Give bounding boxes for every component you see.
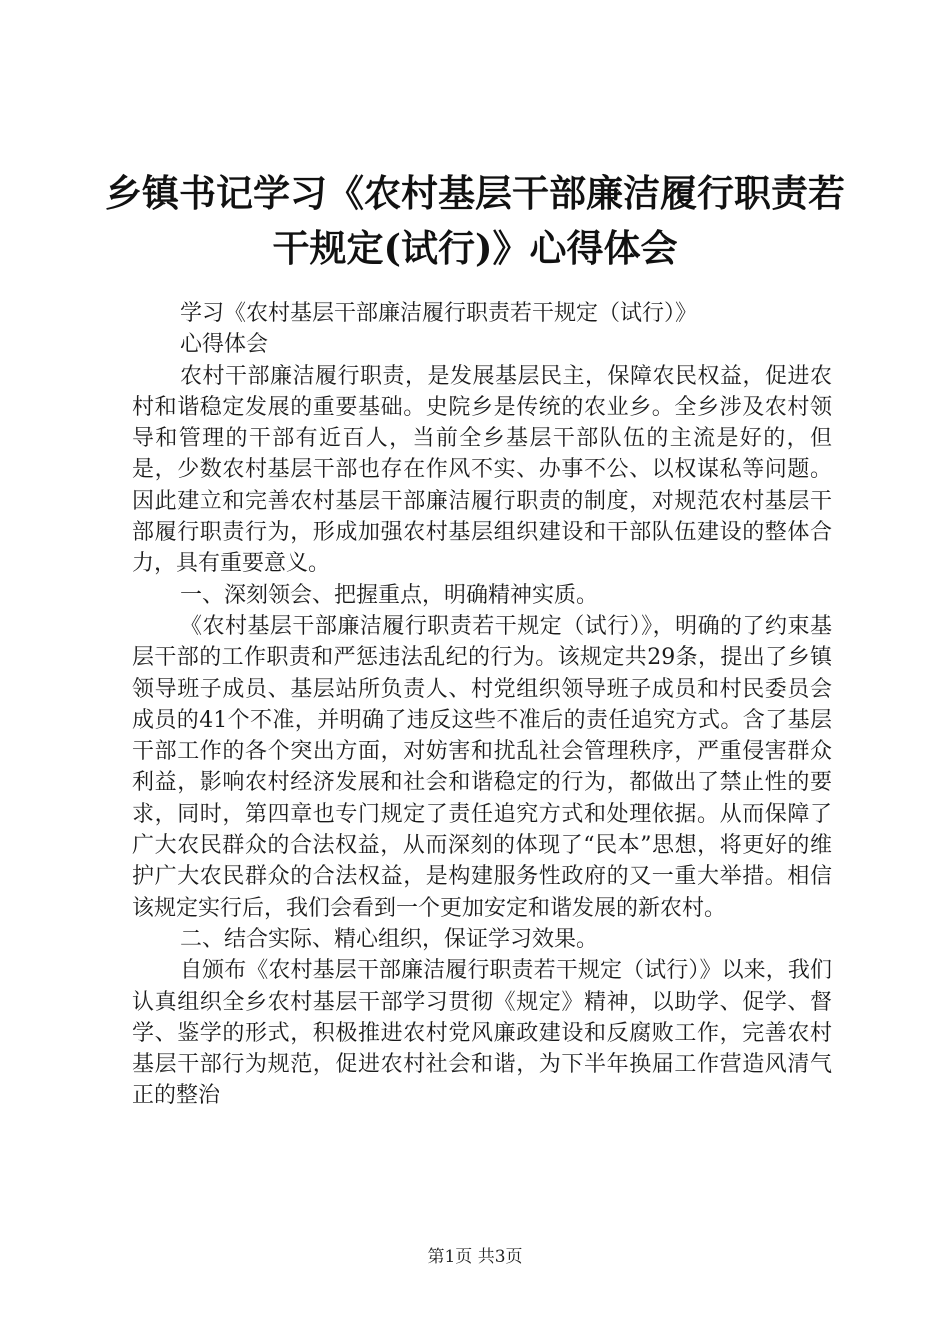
subtitle-line-2: 心得体会 (180, 332, 269, 358)
paragraph-section-2: 自颁布《农村基层干部廉洁履行职责若干规定（试行）》以来，我们认真组织全乡农村基层干部学习贯彻《规定》精神，以助学、促学、督学、鉴学的形式，积极推进农村党风廉政建设和反腐败工作，完善农村基层干部行为规范，促进农村社会和谐，为下半年换届工作营造风清气正的整治 (132, 958, 832, 1109)
document-body (132, 298, 832, 1112)
paragraph-intro: 农村干部廉洁履行职责，是发展基层民主，保障农民权益，促进农村和谐稳定发展的重要基础。史院乡是传统的农业乡。全乡涉及农村领导和管理的干部有近百人，当前全乡基层干部队伍的主流是好的，但是，少数农村基层干部也存在作风不实、办事不公、以权谋私等问题。因此建立和完善农村基层干部廉洁履行职责的制度，对规范农村基层干部履行职责行为，形成加强农村基层组织建设和干部队伍建设的整体合力，具有重要意义。 (132, 363, 832, 577)
document-title-line-2: 干规定(试行)》心得体会 (272, 226, 678, 270)
subtitle-line-1: 学习《农村基层干部廉洁履行职责若干规定（试行）》 (180, 301, 698, 326)
document-title-line-1: 乡镇书记学习《农村基层干部廉洁履行职责若 (105, 171, 845, 215)
section-heading-2: 二、结合实际、精心组织，保证学习效果。 (180, 926, 599, 952)
page-footer: 第1页 共3页 (427, 1247, 523, 1267)
paragraph-section-1: 《农村基层干部廉洁履行职责若干规定（试行）》，明确的了约束基层干部的工作职责和严惩违法乱纪的行为。该规定共29条，提出了乡镇领导班子成员、基层站所负责人、村党组织领导班子成员和村民委员会成员的41个不准，并明确了违反这些不准后的责任追究方式。含了基层干部工作的各个突出方面，对妨害和扰乱社会管理秩序，严重侵害群众利益，影响农村经济发展和社会和谐稳定的行为，都做出了禁止性的要求，同时，第四章也专门规定了责任追究方式和处理依据。从而保障了广大农民群众的合法权益，从而深刻的体现了“民本”思想，将更好的维护广大农民群众的合法权益，是构建服务性政府的又一重大举措。相信该规定实行后，我们会看到一个更加安定和谐发展的新农村。 (132, 613, 832, 921)
section-heading-1: 一、深刻领会、把握重点，明确精神实质。 (180, 582, 599, 608)
